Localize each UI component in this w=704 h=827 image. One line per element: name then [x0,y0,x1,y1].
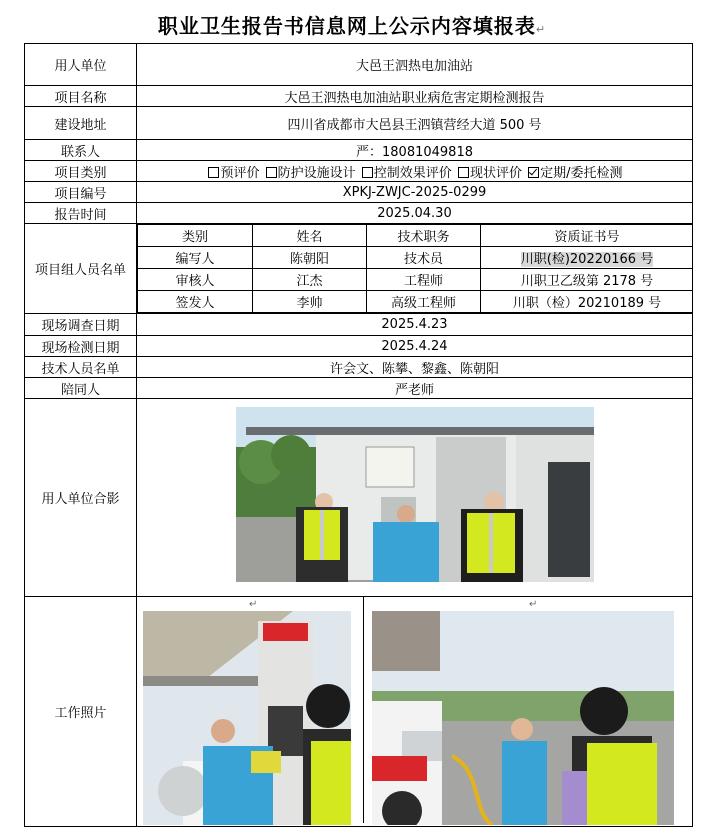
team-label: 项目组人员名单 [25,224,137,314]
row-contact [25,140,693,161]
report-time-value: 2025.04.30 [137,203,693,224]
project-no-label: 项目编号 [25,182,137,203]
row-survey-date [25,314,693,336]
contact-value: 严：18081049818 [137,140,693,161]
team-header-row [138,225,693,247]
category-label: 项目类别 [25,161,137,182]
row-group-photo [25,399,693,597]
work-photo-right: ↵ [364,597,690,823]
row-category [25,161,693,182]
category-options [137,161,693,182]
row-escort [25,378,693,399]
option-status-evaluation[interactable]: 现状评价 [456,166,522,181]
survey-date-label: 现场调查日期 [25,314,137,336]
member-role: 签发人 [138,291,253,313]
technicians-label: 技术人员名单 [25,357,137,378]
contact-label: 联系人 [25,140,137,161]
row-project-name [25,86,693,107]
member-title: 高级工程师 [367,291,481,313]
row-employer [25,44,693,86]
member-cert: 川职(检)20220166 号 [481,247,693,269]
escort-label: 陪同人 [25,378,137,399]
checkbox-status-evaluation[interactable] [458,167,469,178]
team-row [138,247,693,269]
report-time-label: 报告时间 [25,203,137,224]
technicians-value: 许会文、陈攀、黎鑫、陈朝阳 [137,357,693,378]
work-photo-left: ↵ [137,597,364,823]
checkbox-protection-design[interactable] [266,167,277,178]
disclosure-form-table [24,43,693,827]
team-row [138,269,693,291]
address-label: 建设地址 [25,107,137,140]
row-work-photos [25,597,693,827]
team-header-title: 技术职务 [367,225,481,247]
member-cert: 川职（检）20210189 号 [481,291,693,313]
project-name-label: 项目名称 [25,86,137,107]
member-name: 李帅 [253,291,367,313]
work-photo-pump-image [372,611,674,825]
option-control-effect[interactable]: 控制效果评价 [360,166,452,181]
group-photo-image [236,407,594,582]
row-address [25,107,693,140]
checkbox-pre-evaluation[interactable] [208,167,219,178]
work-photos-label: 工作照片 [25,597,137,827]
row-technicians [25,357,693,378]
member-title: 技术员 [367,247,481,269]
project-name-value: 大邑王泗热电加油站职业病危害定期检测报告 [137,86,693,107]
option-protection-design[interactable]: 防护设施设计 [264,166,356,181]
survey-date-value: 2025.4.23 [137,314,693,336]
row-report-time [25,203,693,224]
team-row [138,291,693,313]
group-photo-label: 用人单位合影 [25,399,137,597]
test-date-value: 2025.4.24 [137,336,693,357]
checkbox-periodic-testing[interactable] [528,167,539,178]
employer-value: 大邑王泗热电加油站 [137,44,693,86]
member-role: 编写人 [138,247,253,269]
member-cert: 川职卫乙级第 2178 号 [481,269,693,291]
project-no-value: XPKJ-ZWJC-2025-0299 [137,182,693,203]
member-title: 工程师 [367,269,481,291]
checkbox-control-effect[interactable] [362,167,373,178]
test-date-label: 现场检测日期 [25,336,137,357]
work-photo-refueling-image [143,611,351,825]
address-value: 四川省成都市大邑县王泗镇营经大道 500 号 [137,107,693,140]
page-title: 职业卫生报告书信息网上公示内容填报表↵ [157,14,547,38]
row-team [25,224,693,314]
team-table [137,224,693,313]
team-header-name: 姓名 [253,225,367,247]
option-periodic-testing[interactable]: 定期/委托检测 [526,166,622,181]
member-name: 陈朝阳 [253,247,367,269]
team-header-cert: 资质证书号 [481,225,693,247]
row-project-no [25,182,693,203]
member-name: 江杰 [253,269,367,291]
employer-label: 用人单位 [25,44,137,86]
row-test-date [25,336,693,357]
option-pre-evaluation[interactable]: 预评价 [206,166,259,181]
escort-value: 严老师 [137,378,693,399]
member-role: 审核人 [138,269,253,291]
team-header-role: 类别 [138,225,253,247]
